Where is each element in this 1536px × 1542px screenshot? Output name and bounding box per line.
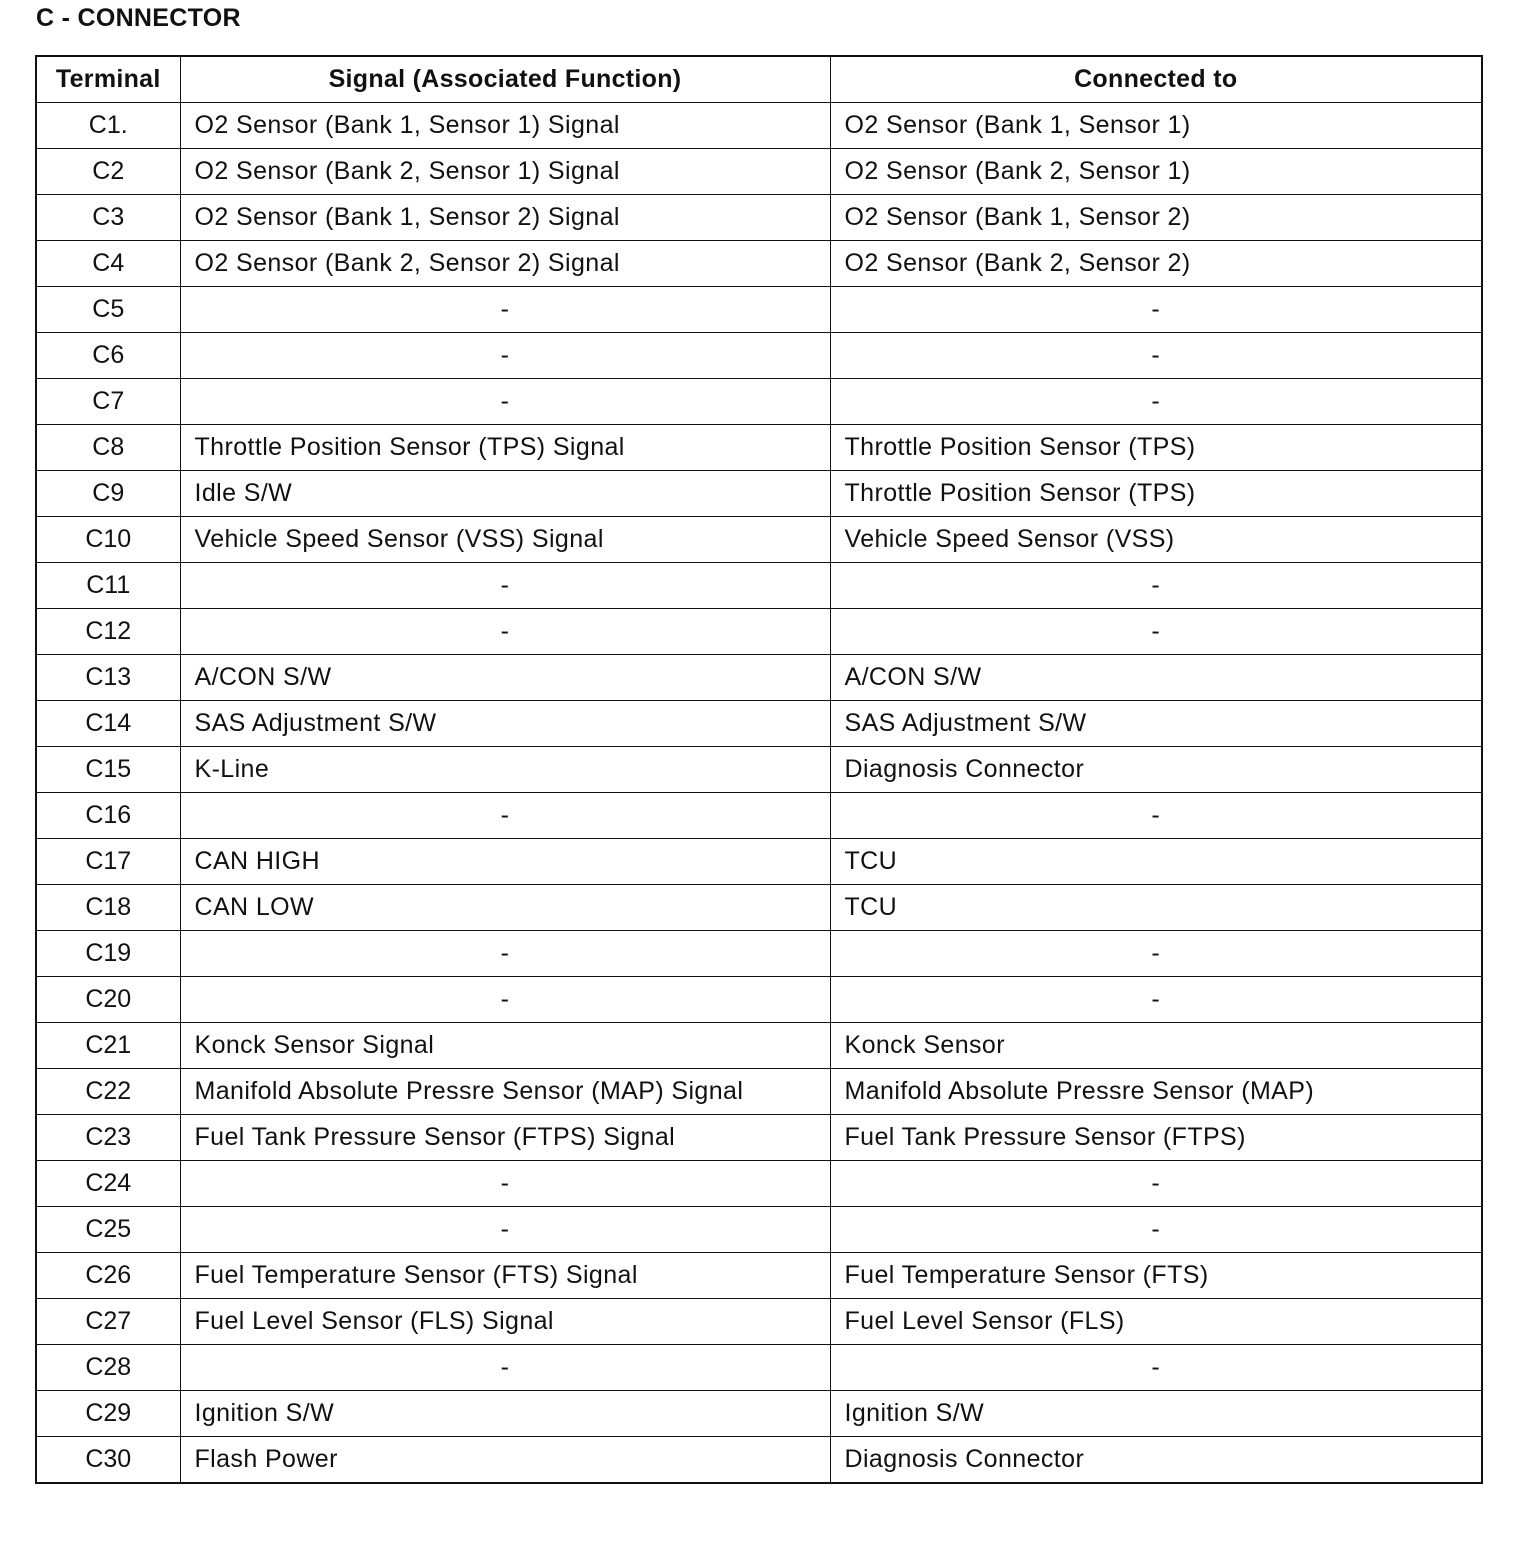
signal-cell: Vehicle Speed Sensor (VSS) Signal [180, 517, 830, 563]
terminal-cell: C20 [36, 977, 180, 1023]
signal-cell: O2 Sensor (Bank 1, Sensor 1) Signal [180, 103, 830, 149]
signal-cell: Flash Power [180, 1437, 830, 1484]
table-row [36, 793, 1482, 839]
signal-cell: Fuel Temperature Sensor (FTS) Signal [180, 1253, 830, 1299]
connected-to-cell: - [830, 379, 1482, 425]
table-row [36, 931, 1482, 977]
signal-cell: - [180, 563, 830, 609]
signal-cell: Ignition S/W [180, 1391, 830, 1437]
connected-to-cell: Vehicle Speed Sensor (VSS) [830, 517, 1482, 563]
table-row [36, 885, 1482, 931]
terminal-cell: C28 [36, 1345, 180, 1391]
header-signal: Signal (Associated Function) [180, 56, 830, 103]
connected-to-cell: - [830, 1161, 1482, 1207]
terminal-cell: C11 [36, 563, 180, 609]
connected-to-cell: O2 Sensor (Bank 2, Sensor 1) [830, 149, 1482, 195]
table-row [36, 241, 1482, 287]
signal-cell: A/CON S/W [180, 655, 830, 701]
terminal-cell: C23 [36, 1115, 180, 1161]
table-row [36, 977, 1482, 1023]
table-row [36, 1115, 1482, 1161]
terminal-cell: C12 [36, 609, 180, 655]
table-row [36, 195, 1482, 241]
signal-cell: - [180, 379, 830, 425]
signal-cell: - [180, 1161, 830, 1207]
table-row [36, 379, 1482, 425]
signal-cell: Idle S/W [180, 471, 830, 517]
connected-to-cell: - [830, 931, 1482, 977]
table-row [36, 471, 1482, 517]
terminal-cell: C27 [36, 1299, 180, 1345]
table-row [36, 609, 1482, 655]
signal-cell: - [180, 333, 830, 379]
signal-cell: - [180, 609, 830, 655]
connected-to-cell: Throttle Position Sensor (TPS) [830, 471, 1482, 517]
connected-to-cell: TCU [830, 885, 1482, 931]
table-row [36, 1069, 1482, 1115]
table-row [36, 103, 1482, 149]
connected-to-cell: - [830, 563, 1482, 609]
connected-to-cell: - [830, 793, 1482, 839]
terminal-cell: C9 [36, 471, 180, 517]
signal-cell: - [180, 1345, 830, 1391]
table-row [36, 1391, 1482, 1437]
signal-cell: Manifold Absolute Pressre Sensor (MAP) Signal [180, 1069, 830, 1115]
connected-to-cell: SAS Adjustment S/W [830, 701, 1482, 747]
terminal-cell: C30 [36, 1437, 180, 1484]
signal-cell: Konck Sensor Signal [180, 1023, 830, 1069]
connected-to-cell: - [830, 1345, 1482, 1391]
signal-cell: - [180, 287, 830, 333]
terminal-cell: C1. [36, 103, 180, 149]
connected-to-cell: - [830, 333, 1482, 379]
table-row [36, 425, 1482, 471]
terminal-cell: C4 [36, 241, 180, 287]
signal-cell: Throttle Position Sensor (TPS) Signal [180, 425, 830, 471]
signal-cell: CAN LOW [180, 885, 830, 931]
connector-table [35, 55, 1483, 1484]
signal-cell: - [180, 931, 830, 977]
terminal-cell: C13 [36, 655, 180, 701]
connected-to-cell: O2 Sensor (Bank 1, Sensor 1) [830, 103, 1482, 149]
table-row [36, 655, 1482, 701]
table-row [36, 517, 1482, 563]
connected-to-cell: Fuel Level Sensor (FLS) [830, 1299, 1482, 1345]
table-row [36, 747, 1482, 793]
signal-cell: O2 Sensor (Bank 2, Sensor 2) Signal [180, 241, 830, 287]
table-row [36, 149, 1482, 195]
connected-to-cell: A/CON S/W [830, 655, 1482, 701]
connected-to-cell: Diagnosis Connector [830, 747, 1482, 793]
terminal-cell: C18 [36, 885, 180, 931]
table-row [36, 1023, 1482, 1069]
connected-to-cell: Ignition S/W [830, 1391, 1482, 1437]
signal-cell: Fuel Level Sensor (FLS) Signal [180, 1299, 830, 1345]
table-row [36, 1299, 1482, 1345]
terminal-cell: C25 [36, 1207, 180, 1253]
signal-cell: O2 Sensor (Bank 2, Sensor 1) Signal [180, 149, 830, 195]
terminal-cell: C24 [36, 1161, 180, 1207]
page-title: C - CONNECTOR [36, 4, 241, 32]
connected-to-cell: TCU [830, 839, 1482, 885]
signal-cell: O2 Sensor (Bank 1, Sensor 2) Signal [180, 195, 830, 241]
terminal-cell: C6 [36, 333, 180, 379]
table-row [36, 563, 1482, 609]
connected-to-cell: - [830, 609, 1482, 655]
table-body [36, 103, 1482, 1484]
connected-to-cell: Konck Sensor [830, 1023, 1482, 1069]
terminal-cell: C10 [36, 517, 180, 563]
signal-cell: - [180, 977, 830, 1023]
connected-to-cell: Fuel Temperature Sensor (FTS) [830, 1253, 1482, 1299]
signal-cell: Fuel Tank Pressure Sensor (FTPS) Signal [180, 1115, 830, 1161]
header-connected-to: Connected to [830, 56, 1482, 103]
table-row [36, 333, 1482, 379]
table-row [36, 1437, 1482, 1484]
connected-to-cell: O2 Sensor (Bank 2, Sensor 2) [830, 241, 1482, 287]
table-row [36, 701, 1482, 747]
terminal-cell: C8 [36, 425, 180, 471]
table-row [36, 1253, 1482, 1299]
terminal-cell: C17 [36, 839, 180, 885]
terminal-cell: C19 [36, 931, 180, 977]
connected-to-cell: O2 Sensor (Bank 1, Sensor 2) [830, 195, 1482, 241]
terminal-cell: C26 [36, 1253, 180, 1299]
signal-cell: CAN HIGH [180, 839, 830, 885]
table-row [36, 839, 1482, 885]
table-row [36, 1207, 1482, 1253]
connected-to-cell: Fuel Tank Pressure Sensor (FTPS) [830, 1115, 1482, 1161]
table-header-row [36, 56, 1482, 103]
terminal-cell: C16 [36, 793, 180, 839]
table-row [36, 1345, 1482, 1391]
terminal-cell: C2 [36, 149, 180, 195]
connected-to-cell: - [830, 287, 1482, 333]
terminal-cell: C21 [36, 1023, 180, 1069]
terminal-cell: C15 [36, 747, 180, 793]
terminal-cell: C14 [36, 701, 180, 747]
signal-cell: SAS Adjustment S/W [180, 701, 830, 747]
terminal-cell: C29 [36, 1391, 180, 1437]
terminal-cell: C3 [36, 195, 180, 241]
connected-to-cell: Throttle Position Sensor (TPS) [830, 425, 1482, 471]
connected-to-cell: - [830, 977, 1482, 1023]
terminal-cell: C22 [36, 1069, 180, 1115]
header-terminal: Terminal [36, 56, 180, 103]
table-row [36, 287, 1482, 333]
signal-cell: K-Line [180, 747, 830, 793]
signal-cell: - [180, 1207, 830, 1253]
table-row [36, 1161, 1482, 1207]
terminal-cell: C7 [36, 379, 180, 425]
connected-to-cell: Diagnosis Connector [830, 1437, 1482, 1484]
terminal-cell: C5 [36, 287, 180, 333]
connected-to-cell: - [830, 1207, 1482, 1253]
connected-to-cell: Manifold Absolute Pressre Sensor (MAP) [830, 1069, 1482, 1115]
signal-cell: - [180, 793, 830, 839]
